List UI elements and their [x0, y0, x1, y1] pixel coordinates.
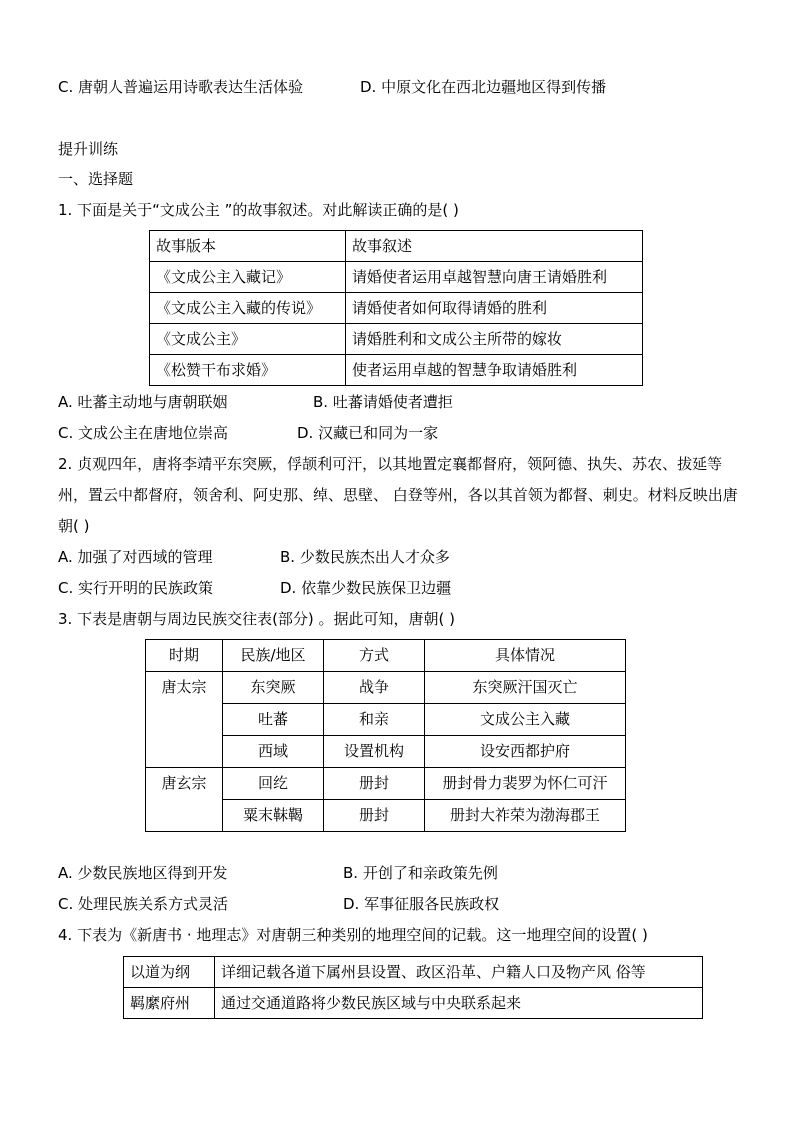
table-header-cell: 时期 — [146, 640, 223, 672]
section-subtitle: 一、选择题 — [58, 170, 134, 188]
q1-option-a: A. 吐蕃主动地与唐朝联姻 — [58, 393, 228, 411]
table-cell: 文成公主入藏 — [425, 704, 626, 736]
table-cell: 设安西都护府 — [425, 736, 626, 768]
table-cell: 以道为纲 — [124, 957, 215, 988]
table-cell: 详细记载各道下属州县设置、政区沿革、户籍人口及物产风 俗等 — [215, 957, 703, 988]
table-header-cell: 民族/地区 — [223, 640, 324, 672]
q2-stem: 2. 贞观四年，唐将李靖平东突厥，俘颉利可汗，以其地置定襄都督府，领阿德、执失、苏农、拔延等州，置云中都督府，领舍利、阿史那、绰、思壁、 白登等州，各以其首领为都督、刺史。材料反映出唐朝( ) — [58, 455, 738, 535]
table-cell: 西域 — [223, 736, 324, 768]
q1-option-b: B. 吐蕃请婚使者遭拒 — [313, 393, 453, 411]
table-cell: 使者运用卓越的智慧争取请婚胜利 — [346, 355, 643, 386]
table-header-cell: 故事版本 — [150, 231, 346, 262]
section-title: 提升训练 — [58, 140, 119, 158]
table-cell: 通过交通道路将少数民族区域与中央联系起来 — [215, 988, 703, 1019]
table-cell: 粟末靺鞨 — [223, 800, 324, 832]
q3-option-b: B. 开创了和亲政策先例 — [343, 864, 498, 882]
q4-stem: 4. 下表为《新唐书 · 地理志》对唐朝三种类别的地理空间的记载。这一地理空间的设置( ) — [58, 926, 648, 944]
table-cell: 册封大祚荣为渤海郡王 — [425, 800, 626, 832]
table-cell: 册封骨力裴罗为怀仁可汗 — [425, 768, 626, 800]
table-cell: 册封 — [324, 768, 425, 800]
q2-option-b: B. 少数民族杰出人才众多 — [280, 548, 450, 566]
table-cell: 《文成公主入藏记》 — [150, 262, 346, 293]
table-header-cell: 故事叙述 — [346, 231, 643, 262]
q2-option-c: C. 实行开明的民族政策 — [58, 579, 214, 597]
table-row — [150, 324, 643, 355]
table-cell: 和亲 — [324, 704, 425, 736]
table-cell-period: 唐太宗 — [146, 672, 223, 768]
table-cell: 吐蕃 — [223, 704, 324, 736]
table-cell-period: 唐玄宗 — [146, 768, 223, 832]
table-row — [146, 768, 626, 800]
table-row — [150, 293, 643, 324]
table-cell: 请婚胜利和文成公主所带的嫁妆 — [346, 324, 643, 355]
table-cell: 战争 — [324, 672, 425, 704]
table-cell: 东突厥 — [223, 672, 324, 704]
q1-table — [149, 230, 643, 386]
q1-option-c: C. 文成公主在唐地位崇高 — [58, 424, 229, 442]
table-row — [124, 988, 703, 1019]
option-d: D. 中原文化在西北边疆地区得到传播 — [360, 78, 607, 96]
table-cell: 请婚使者运用卓越智慧向唐王请婚胜利 — [346, 262, 643, 293]
table-row — [150, 355, 643, 386]
q1-option-d: D. 汉藏已和同为一家 — [297, 424, 439, 442]
table-cell: 《松赞干布求婚》 — [150, 355, 346, 386]
q3-option-d: D. 军事征服各民族政权 — [343, 895, 500, 913]
table-row — [150, 262, 643, 293]
q3-option-c: C. 处理民族关系方式灵活 — [58, 895, 229, 913]
table-header-row — [146, 640, 626, 672]
q3-stem: 3. 下表是唐朝与周边民族交往表(部分) 。据此可知，唐朝( ) — [58, 610, 456, 628]
table-cell: 回纥 — [223, 768, 324, 800]
table-cell: 《文成公主》 — [150, 324, 346, 355]
option-c: C. 唐朝人普遍运用诗歌表达生活体验 — [58, 78, 304, 96]
table-cell: 册封 — [324, 800, 425, 832]
q1-stem: 1. 下面是关于“文成公主 ”的故事叙述。对此解读正确的是( ) — [58, 201, 459, 219]
table-row — [124, 957, 703, 988]
q4-table — [123, 956, 703, 1019]
table-header-cell: 方式 — [324, 640, 425, 672]
table-cell: 《文成公主入藏的传说》 — [150, 293, 346, 324]
q3-option-a: A. 少数民族地区得到开发 — [58, 864, 228, 882]
table-header-row — [150, 231, 643, 262]
table-cell: 请婚使者如何取得请婚的胜利 — [346, 293, 643, 324]
table-row — [146, 672, 626, 704]
q2-option-a: A. 加强了对西域的管理 — [58, 548, 213, 566]
table-cell: 羁縻府州 — [124, 988, 215, 1019]
table-cell: 设置机构 — [324, 736, 425, 768]
table-cell: 东突厥汗国灭亡 — [425, 672, 626, 704]
q2-option-d: D. 依靠少数民族保卫边疆 — [280, 579, 452, 597]
table-header-cell: 具体情况 — [425, 640, 626, 672]
q3-table — [145, 639, 626, 832]
